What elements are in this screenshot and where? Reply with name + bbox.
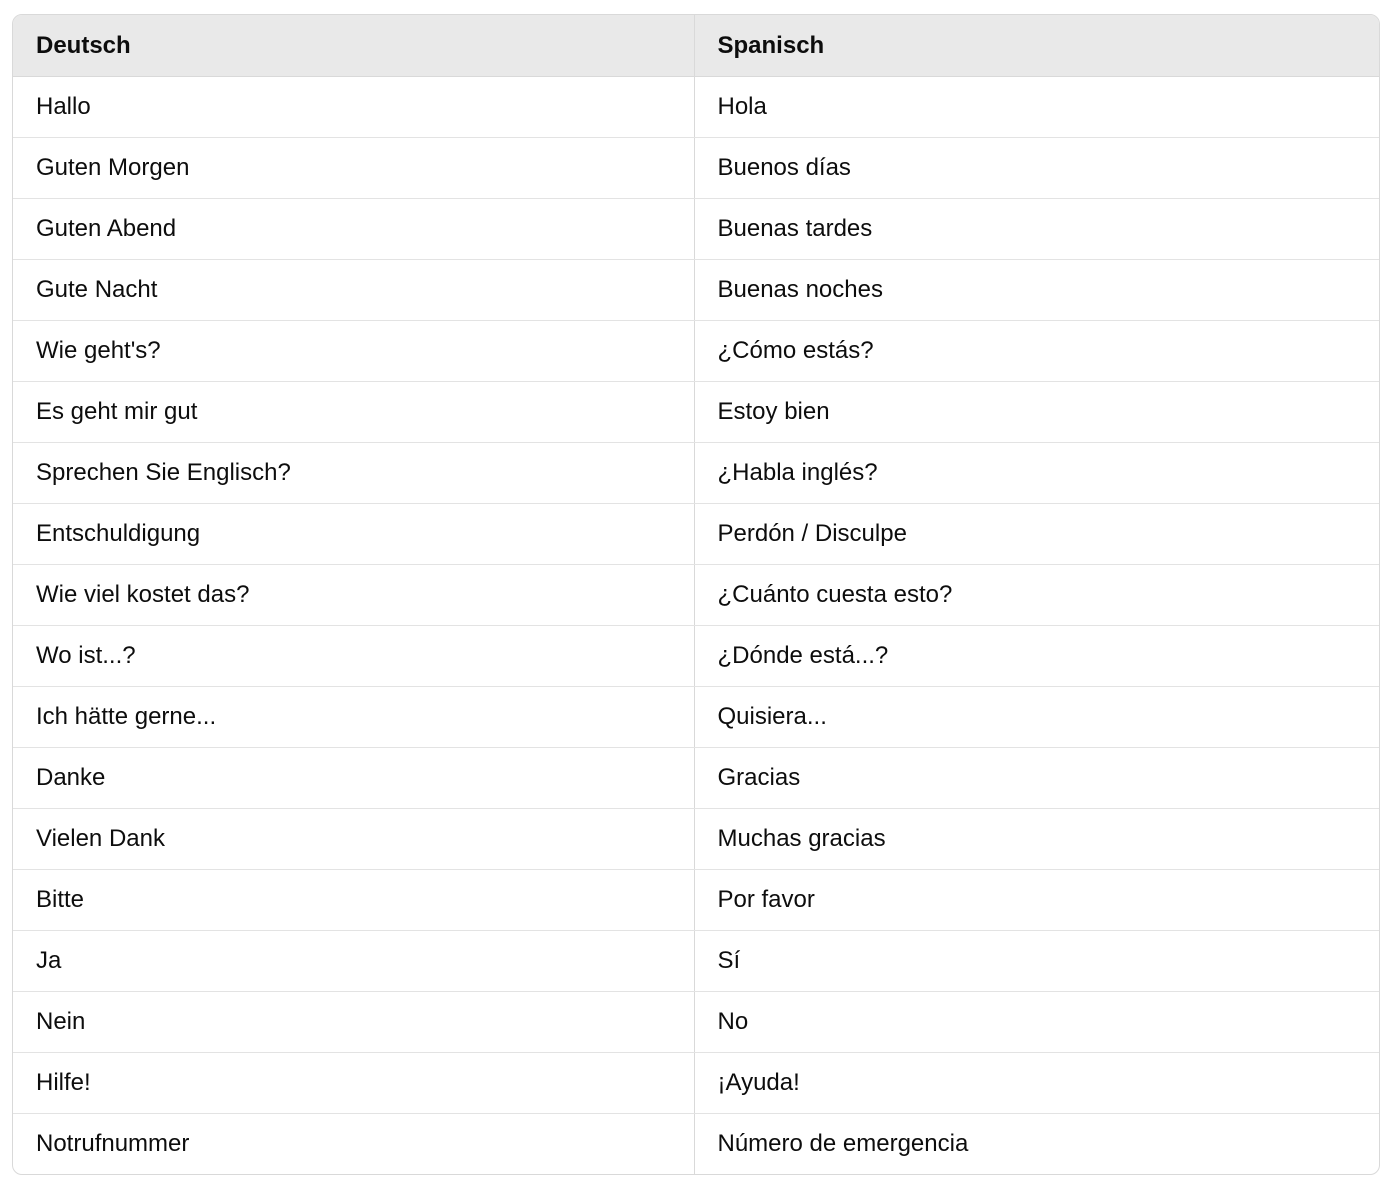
cell-spanisch: Número de emergencia — [694, 1114, 1379, 1175]
table-header — [13, 15, 1379, 77]
cell-spanisch: Sí — [694, 931, 1379, 992]
table-row — [13, 504, 1379, 565]
cell-spanisch: Quisiera... — [694, 687, 1379, 748]
cell-deutsch: Guten Morgen — [13, 138, 694, 199]
table-body — [13, 77, 1379, 1175]
table-row — [13, 77, 1379, 138]
cell-deutsch: Bitte — [13, 870, 694, 931]
header-row — [13, 15, 1379, 77]
cell-spanisch: Gracias — [694, 748, 1379, 809]
cell-deutsch: Wie viel kostet das? — [13, 565, 694, 626]
table-row — [13, 382, 1379, 443]
cell-deutsch: Es geht mir gut — [13, 382, 694, 443]
phrase-table-container — [12, 14, 1380, 1175]
cell-deutsch: Sprechen Sie Englisch? — [13, 443, 694, 504]
cell-deutsch: Entschuldigung — [13, 504, 694, 565]
table-row — [13, 443, 1379, 504]
cell-deutsch: Wo ist...? — [13, 626, 694, 687]
cell-spanisch: ¡Ayuda! — [694, 1053, 1379, 1114]
table-row — [13, 1114, 1379, 1175]
cell-spanisch: Buenos días — [694, 138, 1379, 199]
phrase-table — [13, 15, 1379, 1174]
table-row — [13, 1053, 1379, 1114]
cell-spanisch: No — [694, 992, 1379, 1053]
table-row — [13, 138, 1379, 199]
table-row — [13, 992, 1379, 1053]
cell-spanisch: ¿Cómo estás? — [694, 321, 1379, 382]
table-row — [13, 565, 1379, 626]
table-row — [13, 199, 1379, 260]
cell-spanisch: Buenas tardes — [694, 199, 1379, 260]
table-row — [13, 321, 1379, 382]
table-row — [13, 687, 1379, 748]
table-row — [13, 870, 1379, 931]
cell-deutsch: Wie geht's? — [13, 321, 694, 382]
cell-spanisch: ¿Habla inglés? — [694, 443, 1379, 504]
cell-deutsch: Notrufnummer — [36, 1130, 190, 1157]
cell-spanisch: Hola — [694, 77, 1379, 138]
cell-deutsch: Hallo — [13, 77, 694, 138]
cell-deutsch: Gute Nacht — [13, 260, 694, 321]
cell-deutsch: Ja — [13, 931, 694, 992]
cell-deutsch: Vielen Dank — [13, 809, 694, 870]
cell-deutsch: Hilfe! — [13, 1053, 694, 1114]
cell-spanisch: ¿Dónde está...? — [694, 626, 1379, 687]
cell-spanisch: ¿Cuánto cuesta esto? — [694, 565, 1379, 626]
table-row — [13, 260, 1379, 321]
cell-deutsch: Ich hätte gerne... — [13, 687, 694, 748]
cell-spanisch: Perdón / Disculpe — [694, 504, 1379, 565]
cell-spanisch: Estoy bien — [694, 382, 1379, 443]
table-row — [13, 748, 1379, 809]
cell-deutsch: Nein — [13, 992, 694, 1053]
column-header-deutsch: Deutsch — [13, 15, 694, 77]
column-header-spanisch: Spanisch — [694, 15, 1379, 77]
table-row — [13, 626, 1379, 687]
cell-spanisch: Por favor — [694, 870, 1379, 931]
table-row — [13, 931, 1379, 992]
cell-spanisch: Muchas gracias — [694, 809, 1379, 870]
cell-spanisch: Buenas noches — [694, 260, 1379, 321]
cell-deutsch: Guten Abend — [13, 199, 694, 260]
table-row — [13, 809, 1379, 870]
cell-deutsch: Danke — [13, 748, 694, 809]
